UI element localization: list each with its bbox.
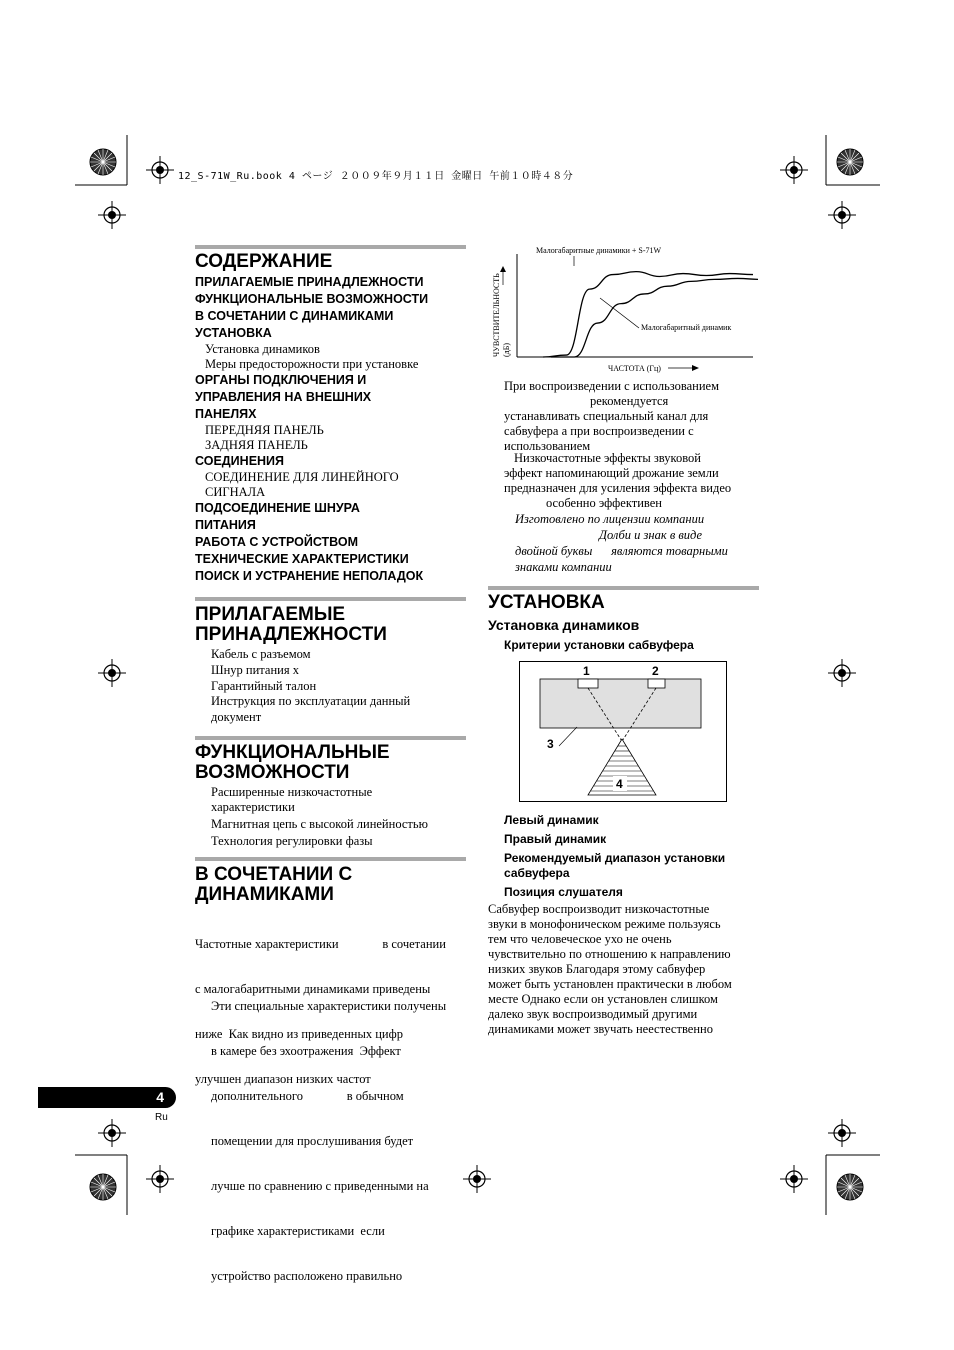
features-rule: [195, 736, 466, 740]
toc-section-entry: В СОЧЕТАНИИ С ДИНАМИКАМИ: [195, 309, 394, 323]
combination-title-line1: В СОЧЕТАНИИ С: [195, 864, 353, 885]
accessories-title-line1: ПРИЛАГАЕМЫЕ: [195, 604, 346, 625]
text-line: далеко звук воспроизводимый другими: [488, 1007, 698, 1021]
diagram-legend: [504, 813, 759, 900]
toc-section-entry: ПОДСОЕДИНЕНИЕ ШНУРА: [195, 501, 360, 515]
installation-rule: [488, 586, 759, 590]
text-line: звуки в монофоническом режиме пользуясь: [488, 917, 721, 931]
combination-title-line2: ДИНАМИКАМИ: [195, 884, 334, 905]
toc-title: СОДЕРЖАНИЕ: [195, 251, 333, 272]
toc-subsection-entry: ЗАДНЯЯ ПАНЕЛЬ: [205, 438, 308, 452]
left-speaker-mark: [578, 679, 598, 688]
toc-section-entry: ПАНЕЛЯХ: [195, 407, 257, 421]
feature-item: характеристики: [211, 800, 295, 814]
text-line: лучше по сравнению с приведенными на: [211, 1179, 429, 1193]
text-line: низких звуков Благодаря этому сабвуфер: [488, 962, 706, 976]
text-line: Эти специальные характеристики получены: [211, 999, 447, 1013]
text-line: с малогабаритными динамиками приведены: [195, 982, 431, 996]
toc-section-entry: ТЕХНИЧЕСКИЕ ХАРАКТЕРИСТИКИ: [195, 552, 409, 566]
text-line: устанавливать специальный канал для: [504, 409, 709, 423]
subwoofer-placement-diagram: [519, 661, 728, 803]
toc-section-entry: ОРГАНЫ ПОДКЛЮЧЕНИЯ И: [195, 373, 367, 387]
dolby-note: [515, 511, 760, 575]
chart-ylabel-unit: (дБ): [502, 343, 511, 357]
combination-title: [195, 865, 352, 905]
legend-item: Рекомендуемый диапазон установки: [504, 851, 726, 865]
toc-subsection-entry: ПЕРЕДНЯЯ ПАНЕЛЬ: [205, 423, 324, 437]
text-line: Частотные характеристики в сочетании: [195, 937, 446, 951]
text-line: может быть установлен практически в любом: [488, 977, 732, 991]
toc-section-entry: ПОИСК И УСТРАНЕНИЕ НЕПОЛАДОК: [195, 569, 424, 583]
text-line: двойной буквы являются товарными: [515, 544, 728, 558]
toc-section-entry: ПИТАНИЯ: [195, 518, 256, 532]
combination-paragraph-2: [211, 969, 471, 1299]
accessories-title-line2: ПРИНАДЛЕЖНОСТИ: [195, 624, 387, 645]
series-line-small-speaker: [551, 278, 758, 357]
installation-criteria-heading: Критерии установки сабвуфера: [504, 638, 694, 652]
chart-label-small-speaker: Малогабаритный динамик: [641, 323, 732, 332]
text-line: особенно эффективен: [546, 496, 662, 510]
toc-section-entry: УСТАНОВКА: [195, 326, 272, 340]
text-line: предназначен для усиления эффекта видео: [504, 481, 732, 495]
toc-section-entry: РАБОТА С УСТРОЙСТВОМ: [195, 535, 359, 549]
right-paragraph-1: [504, 379, 759, 454]
recommended-area: [540, 679, 701, 728]
accessory-item: Инструкция по эксплуатации данный: [211, 694, 411, 709]
text-line: Низкочастотные эффекты звуковой: [514, 451, 701, 465]
text-line: При воспроизведении с использованием: [504, 379, 720, 393]
legend-item: Правый динамик: [504, 832, 607, 846]
toc-section-entry: УПРАВЛЕНИЯ НА ВНЕШНИХ: [195, 390, 372, 404]
text-line: Сабвуфер воспроизводит низкочастотные: [488, 902, 710, 916]
accessory-item: Шнур питания x: [211, 662, 299, 677]
toc-subsection-entry: Установка динамиков: [205, 342, 320, 356]
combination-rule: [195, 857, 466, 861]
diagram-label-2: 2: [652, 664, 659, 678]
text-line: сабвуфера а при воспроизведении с: [504, 424, 694, 438]
right-speaker-mark: [648, 679, 665, 688]
toc-section-entry: ПРИЛАГАЕМЫЕ ПРИНАДЛЕЖНОСТИ: [195, 275, 424, 289]
text-line: чувствительно по отношению к направлению: [488, 947, 731, 961]
series-line-combined: [543, 272, 753, 357]
chart-xlabel: ЧАСТОТА (Гц): [608, 364, 661, 373]
chart-label-combined: Малогабаритные динамики + S-71W: [536, 246, 662, 255]
text-line: месте Однако если он установлен слишком: [488, 992, 718, 1006]
diagram-label-4: 4: [616, 777, 623, 791]
toc-subsection-entry: СОЕДИНЕНИЕ ДЛЯ ЛИНЕЙНОГО: [205, 470, 399, 484]
text-line: использованием: [504, 439, 591, 453]
text-line: дополнительного в обычном: [211, 1089, 404, 1103]
installation-paragraph: [488, 902, 763, 1037]
diagram-label-3: 3: [547, 737, 554, 751]
installation-subtitle: Установка динамиков: [488, 617, 640, 633]
installation-title: УСТАНОВКА: [488, 592, 605, 613]
legend-item: сабвуфера: [504, 866, 570, 880]
legend-item: Левый динамик: [504, 813, 599, 827]
language-code: Ru: [155, 1112, 168, 1123]
text-line: тем что человеческое ухо не очень: [488, 932, 672, 946]
book-header: 12_S-71W_Ru.book 4 ページ ２００９年９月１１日 金曜日 午前１０時４８分: [178, 171, 574, 182]
text-line: помещении для прослушивания будет: [211, 1134, 414, 1148]
accessory-item: Кабель с разъемом: [211, 647, 311, 661]
features-list: [211, 785, 471, 849]
accessories-list: [211, 647, 471, 726]
text-line: в камере без эхоотражения Эффект: [211, 1044, 401, 1058]
toc-subsection-entry: СИГНАЛА: [205, 485, 266, 499]
text-line: рекомендуется: [590, 394, 669, 408]
toc-section-entry: ФУНКЦИОНАЛЬНЫЕ ВОЗМОЖНОСТИ: [195, 292, 429, 306]
feature-item: Технология регулировки фазы: [211, 834, 373, 848]
accessory-item: Гарантийный талон: [211, 678, 317, 693]
text-line: динамиками может звучать неестественно: [488, 1022, 713, 1036]
diagram-label-1: 1: [583, 664, 590, 678]
toc-list: [195, 274, 470, 585]
feature-item: Магнитная цепь с высокой линейностью: [211, 817, 428, 831]
features-title-line2: ВОЗМОЖНОСТИ: [195, 762, 350, 783]
text-line: эффект напоминающий дрожание земли: [504, 466, 719, 480]
features-title: [195, 743, 390, 783]
accessory-item: документ: [211, 710, 262, 725]
frequency-response-chart: [488, 240, 758, 380]
legend-item: Позиция слушателя: [504, 885, 623, 899]
toc-section-entry: СОЕДИНЕНИЯ: [195, 454, 285, 468]
features-title-line1: ФУНКЦИОНАЛЬНЫЕ: [195, 742, 390, 763]
chart-ylabel: ЧУВСТВИТЕЛЬНОСТЬ: [492, 273, 501, 357]
toc-subsection-entry: Меры предосторожности при установке: [205, 357, 419, 371]
page-number: 4: [156, 1089, 164, 1105]
right-paragraph-2: [504, 451, 759, 511]
toc-rule: [195, 245, 466, 249]
accessories-title: [195, 605, 387, 645]
text-line: графике характеристиками если: [211, 1224, 385, 1238]
text-line: ниже Как видно из приведенных цифр: [195, 1027, 403, 1041]
page-number-tab: [38, 1087, 176, 1108]
feature-item: Расширенные низкочастотные: [211, 785, 373, 799]
text-line: Долби и знак в виде: [599, 528, 703, 542]
text-line: устройство расположено правильно: [211, 1269, 403, 1283]
accessories-rule: [195, 597, 466, 601]
text-line: Изготовлено по лицензии компании: [515, 512, 705, 526]
text-line: знаками компании: [515, 560, 612, 574]
text-line: улучшен диапазон низких частот: [195, 1072, 371, 1086]
